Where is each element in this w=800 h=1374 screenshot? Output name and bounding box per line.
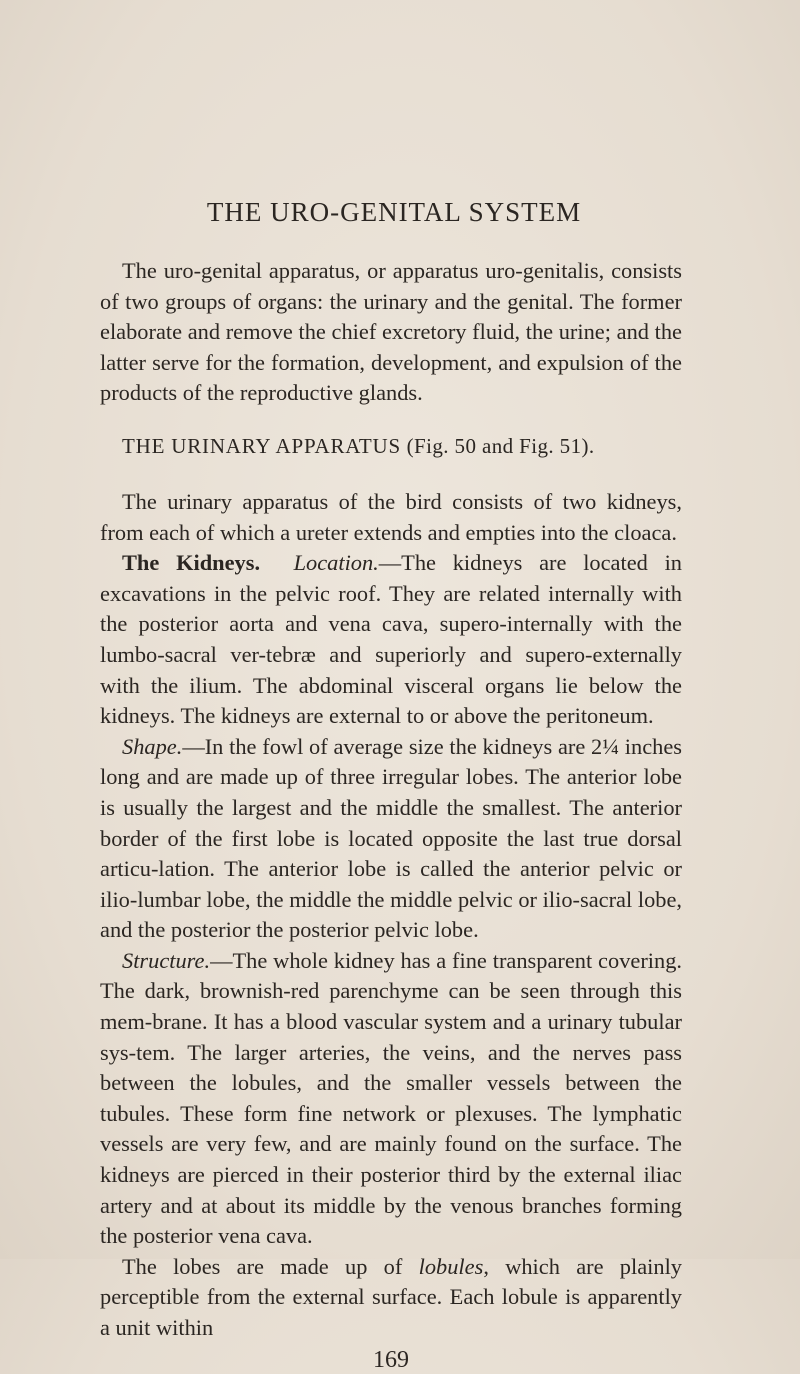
page-title: THE URO-GENITAL SYSTEM bbox=[206, 197, 582, 227]
kidneys-location-paragraph bbox=[100, 548, 682, 732]
section-title: THE URINARY APPARATUS bbox=[122, 433, 401, 458]
location-label: Location. bbox=[293, 550, 379, 576]
lobes-text-start: The lobes are made up of bbox=[122, 1253, 419, 1279]
lobes-text-end: , which are plainly perceptible from the external surface. Each lobule is apparently a unit within bbox=[100, 1253, 682, 1340]
shape-label: Shape. bbox=[122, 733, 183, 759]
lobules-term: lobules bbox=[418, 1253, 484, 1279]
kidneys-structure-paragraph bbox=[100, 946, 682, 1252]
kidneys-shape-paragraph bbox=[100, 732, 682, 946]
lobes-paragraph bbox=[100, 1252, 682, 1344]
intro-paragraph: The uro-genital apparatus, or apparatus uro-genitalis, consists of two groups of organs: the urinary and the genital. The former elaborate and remove the chief excretory fluid, the urine; and the latter serve for the formation, development, and expulsion of the products of the reproductive glands. bbox=[100, 258, 682, 406]
shape-text: —In the fowl of average size the kidneys are 2¼ inches long and are made up of three irregular lobes. The anterior lobe is usually the largest and the middle the smallest. The anterior border of the first lobe is located opposite the last true dorsal articu-lation. The anterior lobe is called the anterior pelvic or ilio-lumbar lobe, the middle the middle pelvic or ilio-sacral lobe, and the posterior the posterior pelvic lobe. bbox=[100, 733, 682, 943]
section-figure-ref: (Fig. 50 and Fig. 51). bbox=[406, 433, 595, 458]
structure-text: —The whole kidney has a fine transparent covering. The dark, brownish-red parenchyme can be seen through this mem-brane. It has a blood vascular system and a urinary tubular sys-tem. The larger arteries, the veins, and the nerves pass between the lobules, and the smaller vessels between the tubules. These form fine network or plexuses. The lymphatic vessels are very few, and are mainly found on the surface. The kidneys are pierced in their posterior third by the external iliac artery and at about its middle by the venous branches forming the posterior vena cava. bbox=[100, 947, 682, 1249]
document-page bbox=[100, 196, 682, 1374]
section-heading bbox=[122, 431, 682, 461]
structure-label: Structure. bbox=[122, 947, 211, 973]
page-number: 169 bbox=[373, 1346, 409, 1373]
urinary-intro-paragraph: The urinary apparatus of the bird consists of two kidneys, from each of which a ureter extends and empties into the cloaca. bbox=[100, 488, 682, 545]
kidneys-label: The Kidneys. bbox=[122, 550, 261, 576]
location-text: —The kidneys are located in excavations in the pelvic roof. They are related internally with the posterior aorta and vena cava, supero-internally with the lumbo-sacral ver-tebræ and superiorly and supero-externally with the ilium. The abdominal visceral organs lie below the kidneys. The kidneys are external to or above the peritoneum. bbox=[100, 550, 683, 729]
